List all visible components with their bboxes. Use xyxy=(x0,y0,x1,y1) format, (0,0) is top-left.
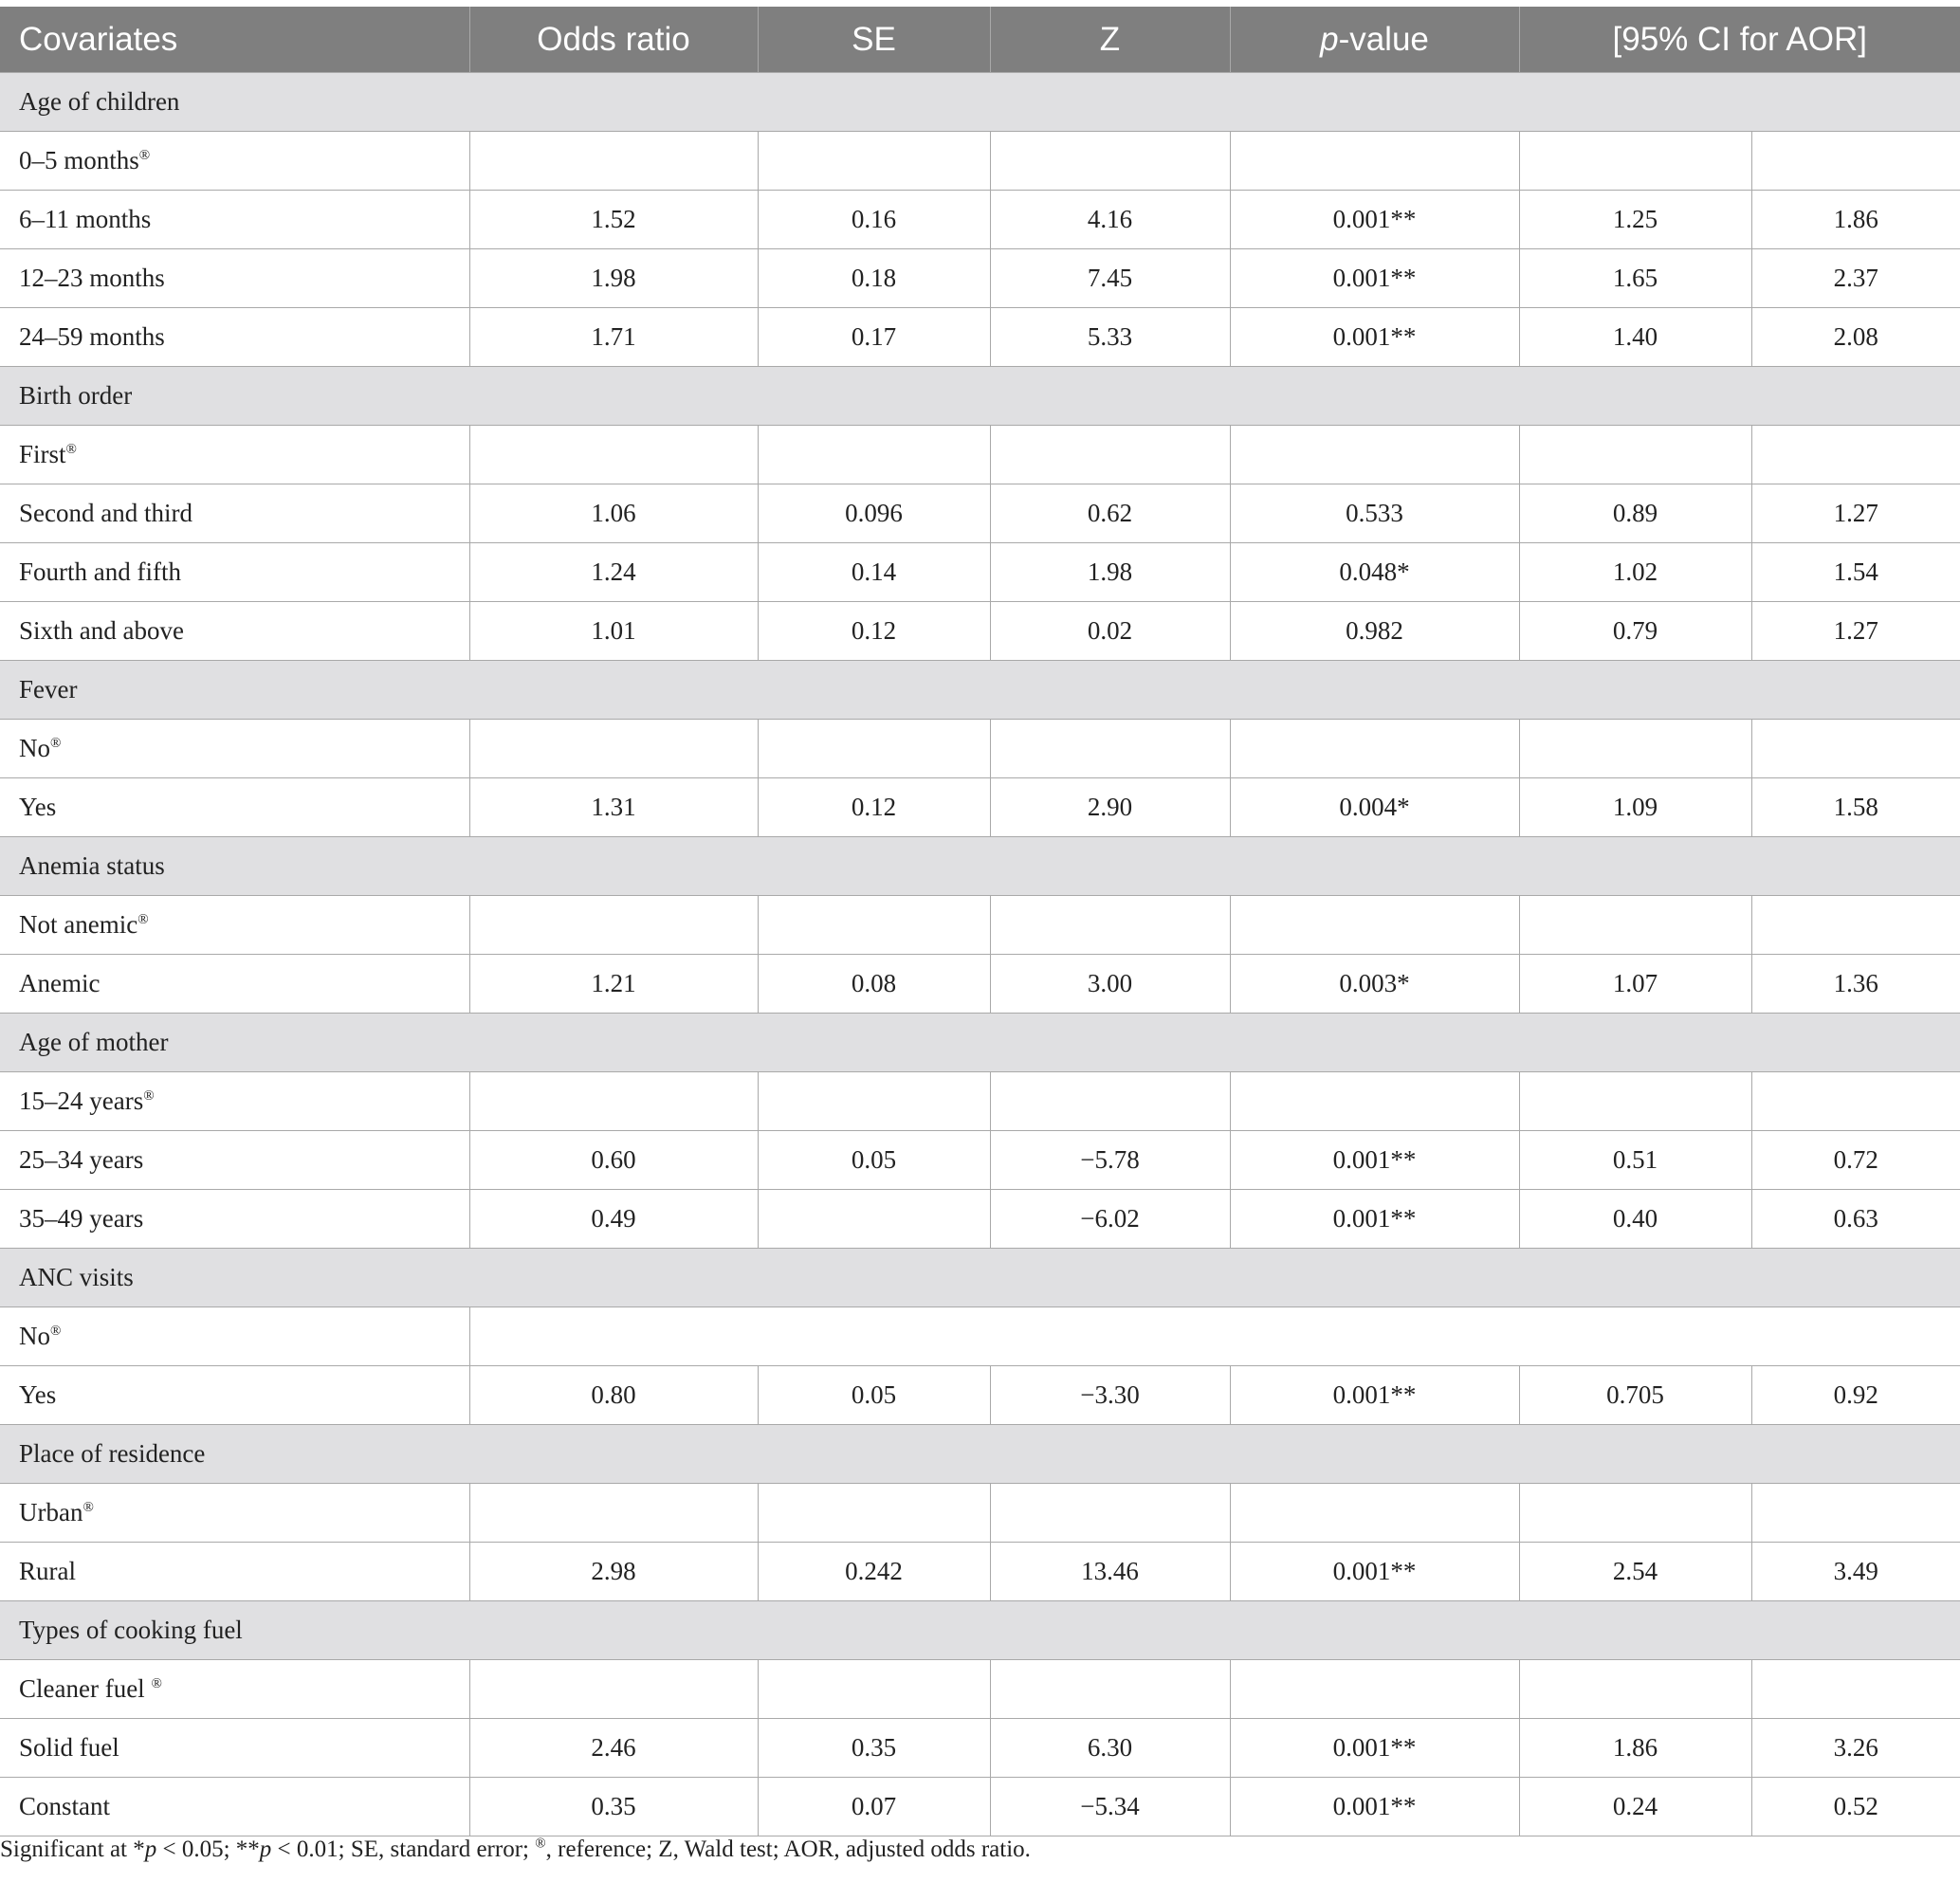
table-row xyxy=(0,132,1960,191)
cell-odds-ratio: 1.06 xyxy=(469,484,758,543)
group-label-text: ANC visits xyxy=(19,1263,134,1291)
cell-odds-ratio: 1.71 xyxy=(469,308,758,367)
empty-cell xyxy=(1230,1072,1519,1131)
cell-z: 4.16 xyxy=(990,191,1230,249)
cell-ci-upper: 1.86 xyxy=(1751,191,1960,249)
group-label xyxy=(0,1601,1960,1660)
cell-p-value: 0.001** xyxy=(1230,249,1519,308)
covariate-label xyxy=(0,896,469,955)
cell-p-value: 0.001** xyxy=(1230,1778,1519,1836)
cell-odds-ratio: 1.52 xyxy=(469,191,758,249)
cell-ci-lower: 0.24 xyxy=(1519,1778,1751,1836)
cell-p-value: 0.001** xyxy=(1230,1719,1519,1778)
cell-odds-ratio: 1.98 xyxy=(469,249,758,308)
header-p-italic: p xyxy=(1320,20,1339,58)
cell-z: 7.45 xyxy=(990,249,1230,308)
table-row xyxy=(0,955,1960,1014)
covariate-label-text: 15–24 years xyxy=(19,1087,144,1115)
cell-ci-upper: 0.72 xyxy=(1751,1131,1960,1190)
reference-mark: ® xyxy=(82,1500,94,1515)
cell-se: 0.35 xyxy=(758,1719,990,1778)
cell-z: −5.34 xyxy=(990,1778,1230,1836)
cell-odds-ratio: 1.01 xyxy=(469,602,758,661)
group-label xyxy=(0,1425,1960,1484)
cell-p-value: 0.001** xyxy=(1230,191,1519,249)
cell-ci-lower: 1.86 xyxy=(1519,1719,1751,1778)
covariate-label-text: 35–49 years xyxy=(19,1204,144,1233)
cell-p-value: 0.001** xyxy=(1230,1543,1519,1601)
empty-cell xyxy=(469,1307,1960,1366)
group-label-text: Age of mother xyxy=(19,1028,169,1056)
cell-z: −6.02 xyxy=(990,1190,1230,1249)
header-odds-ratio: Odds ratio xyxy=(469,7,758,73)
footnote-p: p xyxy=(144,1836,157,1862)
header-p-rest: -value xyxy=(1338,20,1429,58)
empty-cell xyxy=(1230,426,1519,484)
table-row xyxy=(0,1719,1960,1778)
footnote-part: , reference; Z, Wald test; AOR, adjusted odds ratio. xyxy=(545,1836,1031,1862)
cell-odds-ratio: 0.60 xyxy=(469,1131,758,1190)
cell-ci-lower: 0.89 xyxy=(1519,484,1751,543)
empty-cell xyxy=(469,1072,758,1131)
covariate-label xyxy=(0,602,469,661)
covariate-label-text: Second and third xyxy=(19,499,192,527)
cell-z: 1.98 xyxy=(990,543,1230,602)
cell-z: 6.30 xyxy=(990,1719,1230,1778)
empty-cell xyxy=(1519,132,1751,191)
empty-cell xyxy=(1519,720,1751,778)
covariate-label-text: 6–11 months xyxy=(19,205,152,233)
cell-p-value: 0.001** xyxy=(1230,308,1519,367)
cell-z: 0.02 xyxy=(990,602,1230,661)
cell-ci-upper: 1.27 xyxy=(1751,484,1960,543)
cell-se: 0.05 xyxy=(758,1131,990,1190)
cell-ci-lower: 1.40 xyxy=(1519,308,1751,367)
cell-se: 0.12 xyxy=(758,602,990,661)
cell-z: −3.30 xyxy=(990,1366,1230,1425)
group-label xyxy=(0,661,1960,720)
empty-cell xyxy=(1230,132,1519,191)
covariate-label-text: Not anemic xyxy=(19,910,138,939)
reference-mark: ® xyxy=(137,912,149,927)
cell-ci-lower: 1.07 xyxy=(1519,955,1751,1014)
covariate-label-text: Yes xyxy=(19,793,57,821)
group-label-text: Anemia status xyxy=(19,851,165,880)
cell-p-value: 0.004* xyxy=(1230,778,1519,837)
header-covariates: Covariates xyxy=(0,7,469,73)
group-label xyxy=(0,367,1960,426)
empty-cell xyxy=(990,1072,1230,1131)
group-header-row xyxy=(0,1249,1960,1307)
cell-ci-upper: 1.54 xyxy=(1751,543,1960,602)
covariate-label-text: 24–59 months xyxy=(19,322,165,351)
covariate-label xyxy=(0,1190,469,1249)
group-label-text: Types of cooking fuel xyxy=(19,1616,243,1644)
cell-ci-upper: 1.36 xyxy=(1751,955,1960,1014)
covariate-label-text: Yes xyxy=(19,1380,57,1409)
cell-z: −5.78 xyxy=(990,1131,1230,1190)
covariate-label xyxy=(0,1660,469,1719)
cell-p-value: 0.048* xyxy=(1230,543,1519,602)
group-label-text: Fever xyxy=(19,675,78,703)
group-label-text: Age of children xyxy=(19,87,180,116)
cell-se: 0.05 xyxy=(758,1366,990,1425)
covariate-label-text: Rural xyxy=(19,1557,76,1585)
covariate-label-text: 0–5 months xyxy=(19,146,139,174)
cell-odds-ratio: 2.46 xyxy=(469,1719,758,1778)
cell-odds-ratio: 0.35 xyxy=(469,1778,758,1836)
cell-p-value: 0.982 xyxy=(1230,602,1519,661)
empty-cell xyxy=(469,426,758,484)
covariate-label xyxy=(0,1484,469,1543)
covariate-label xyxy=(0,132,469,191)
empty-cell xyxy=(758,426,990,484)
empty-cell xyxy=(1519,426,1751,484)
reference-mark: ® xyxy=(143,1088,155,1104)
table-row xyxy=(0,1307,1960,1366)
empty-cell xyxy=(990,1660,1230,1719)
covariate-label xyxy=(0,1543,469,1601)
covariate-label xyxy=(0,543,469,602)
covariate-label xyxy=(0,1307,469,1366)
cell-odds-ratio: 1.31 xyxy=(469,778,758,837)
footnote-part: Significant at * xyxy=(0,1836,145,1862)
empty-cell xyxy=(758,1484,990,1543)
cell-ci-lower: 0.79 xyxy=(1519,602,1751,661)
group-header-row xyxy=(0,73,1960,132)
covariate-label xyxy=(0,720,469,778)
cell-ci-lower: 0.51 xyxy=(1519,1131,1751,1190)
group-label xyxy=(0,1014,1960,1072)
covariate-label xyxy=(0,1366,469,1425)
empty-cell xyxy=(1751,426,1960,484)
footnote-part: < 0.01; SE, standard error; xyxy=(271,1836,536,1862)
table-body xyxy=(0,73,1960,1836)
covariate-label xyxy=(0,249,469,308)
reference-mark: ® xyxy=(50,736,62,751)
table-row xyxy=(0,484,1960,543)
cell-ci-lower: 1.25 xyxy=(1519,191,1751,249)
cell-se: 0.12 xyxy=(758,778,990,837)
group-header-row xyxy=(0,1425,1960,1484)
empty-cell xyxy=(990,132,1230,191)
empty-cell xyxy=(758,1660,990,1719)
cell-se: 0.17 xyxy=(758,308,990,367)
cell-se: 0.16 xyxy=(758,191,990,249)
cell-ci-upper: 1.58 xyxy=(1751,778,1960,837)
empty-cell xyxy=(1751,1072,1960,1131)
table-row xyxy=(0,1366,1960,1425)
covariate-label-text: Constant xyxy=(19,1792,111,1820)
group-label-text: Birth order xyxy=(19,381,133,410)
cell-se: 0.18 xyxy=(758,249,990,308)
cell-z: 2.90 xyxy=(990,778,1230,837)
covariate-label-text: Anemic xyxy=(19,969,101,997)
header-ci: [95% CI for AOR] xyxy=(1519,7,1960,73)
covariate-label-text: No xyxy=(19,1322,50,1350)
group-header-row xyxy=(0,837,1960,896)
empty-cell xyxy=(1751,132,1960,191)
cell-odds-ratio: 2.98 xyxy=(469,1543,758,1601)
group-label xyxy=(0,837,1960,896)
footnote-part: < 0.05; ** xyxy=(156,1836,260,1862)
table-row xyxy=(0,1484,1960,1543)
cell-ci-upper: 1.27 xyxy=(1751,602,1960,661)
covariate-label xyxy=(0,955,469,1014)
table-row xyxy=(0,720,1960,778)
table-header xyxy=(0,7,1960,73)
group-header-row xyxy=(0,661,1960,720)
empty-cell xyxy=(758,132,990,191)
covariate-label xyxy=(0,778,469,837)
table-row xyxy=(0,1543,1960,1601)
cell-ci-upper: 3.49 xyxy=(1751,1543,1960,1601)
cell-se: 0.242 xyxy=(758,1543,990,1601)
empty-cell xyxy=(469,1660,758,1719)
table-row xyxy=(0,249,1960,308)
empty-cell xyxy=(758,896,990,955)
group-label xyxy=(0,1249,1960,1307)
empty-cell xyxy=(469,1484,758,1543)
covariate-label xyxy=(0,191,469,249)
cell-ci-lower: 1.09 xyxy=(1519,778,1751,837)
covariate-label xyxy=(0,308,469,367)
cell-ci-lower: 0.40 xyxy=(1519,1190,1751,1249)
cell-p-value: 0.001** xyxy=(1230,1366,1519,1425)
cell-ci-lower: 1.02 xyxy=(1519,543,1751,602)
empty-cell xyxy=(1230,1484,1519,1543)
table-row xyxy=(0,602,1960,661)
cell-p-value: 0.001** xyxy=(1230,1131,1519,1190)
cell-odds-ratio: 1.24 xyxy=(469,543,758,602)
covariate-label-text: First xyxy=(19,440,66,468)
empty-cell xyxy=(1519,1072,1751,1131)
empty-cell xyxy=(758,1072,990,1131)
empty-cell xyxy=(1751,1660,1960,1719)
cell-ci-upper: 2.08 xyxy=(1751,308,1960,367)
group-header-row xyxy=(0,367,1960,426)
covariate-label-text: 12–23 months xyxy=(19,264,165,292)
regression-table xyxy=(0,7,1960,1836)
footnote-p: p xyxy=(259,1836,272,1862)
header-row xyxy=(0,7,1960,73)
empty-cell xyxy=(1751,1484,1960,1543)
cell-se: 0.07 xyxy=(758,1778,990,1836)
empty-cell xyxy=(469,896,758,955)
covariate-label-text: Sixth and above xyxy=(19,616,184,645)
empty-cell xyxy=(990,720,1230,778)
cell-p-value: 0.001** xyxy=(1230,1190,1519,1249)
covariate-label xyxy=(0,484,469,543)
covariate-label-text: Urban xyxy=(19,1498,83,1526)
cell-ci-lower: 0.705 xyxy=(1519,1366,1751,1425)
cell-ci-upper: 0.63 xyxy=(1751,1190,1960,1249)
covariate-label-text: Solid fuel xyxy=(19,1733,119,1762)
header-z: Z xyxy=(990,7,1230,73)
table-row xyxy=(0,1660,1960,1719)
group-header-row xyxy=(0,1601,1960,1660)
reference-mark: ® xyxy=(535,1836,546,1852)
table-row xyxy=(0,778,1960,837)
reference-mark: ® xyxy=(151,1676,162,1691)
empty-cell xyxy=(758,720,990,778)
table-row xyxy=(0,1131,1960,1190)
table-row xyxy=(0,308,1960,367)
covariate-label-text: No xyxy=(19,734,50,762)
cell-ci-upper: 0.92 xyxy=(1751,1366,1960,1425)
cell-ci-lower: 1.65 xyxy=(1519,249,1751,308)
empty-cell xyxy=(990,426,1230,484)
cell-se: 0.096 xyxy=(758,484,990,543)
table-row xyxy=(0,426,1960,484)
group-header-row xyxy=(0,1014,1960,1072)
covariate-label xyxy=(0,1131,469,1190)
empty-cell xyxy=(1751,896,1960,955)
cell-se xyxy=(758,1190,990,1249)
table-row xyxy=(0,1778,1960,1836)
cell-ci-upper: 3.26 xyxy=(1751,1719,1960,1778)
empty-cell xyxy=(1519,1484,1751,1543)
empty-cell xyxy=(990,1484,1230,1543)
table-row xyxy=(0,191,1960,249)
empty-cell xyxy=(1519,896,1751,955)
cell-se: 0.14 xyxy=(758,543,990,602)
empty-cell xyxy=(1230,1660,1519,1719)
cell-z: 13.46 xyxy=(990,1543,1230,1601)
empty-cell xyxy=(1230,896,1519,955)
cell-ci-upper: 0.52 xyxy=(1751,1778,1960,1836)
empty-cell xyxy=(1230,720,1519,778)
cell-p-value: 0.003* xyxy=(1230,955,1519,1014)
covariate-label xyxy=(0,1719,469,1778)
table-row xyxy=(0,1190,1960,1249)
empty-cell xyxy=(990,896,1230,955)
table-row xyxy=(0,1072,1960,1131)
cell-odds-ratio: 0.49 xyxy=(469,1190,758,1249)
covariate-label xyxy=(0,426,469,484)
cell-se: 0.08 xyxy=(758,955,990,1014)
group-label xyxy=(0,73,1960,132)
covariate-label-text: 25–34 years xyxy=(19,1145,144,1174)
cell-p-value: 0.533 xyxy=(1230,484,1519,543)
empty-cell xyxy=(469,132,758,191)
cell-ci-lower: 2.54 xyxy=(1519,1543,1751,1601)
table-row xyxy=(0,896,1960,955)
covariate-label xyxy=(0,1072,469,1131)
cell-z: 0.62 xyxy=(990,484,1230,543)
empty-cell xyxy=(469,720,758,778)
covariate-label xyxy=(0,1778,469,1836)
cell-odds-ratio: 0.80 xyxy=(469,1366,758,1425)
footnote xyxy=(0,1836,1031,1863)
header-se: SE xyxy=(758,7,990,73)
cell-z: 3.00 xyxy=(990,955,1230,1014)
reference-mark: ® xyxy=(65,442,77,457)
empty-cell xyxy=(1519,1660,1751,1719)
reference-mark: ® xyxy=(138,148,151,163)
header-p-value xyxy=(1230,7,1519,73)
cell-ci-upper: 2.37 xyxy=(1751,249,1960,308)
covariate-label-text: Cleaner fuel xyxy=(19,1674,152,1703)
cell-odds-ratio: 1.21 xyxy=(469,955,758,1014)
group-label-text: Place of residence xyxy=(19,1439,206,1468)
cell-z: 5.33 xyxy=(990,308,1230,367)
empty-cell xyxy=(1751,720,1960,778)
reference-mark: ® xyxy=(50,1324,62,1339)
table-row xyxy=(0,543,1960,602)
covariate-label-text: Fourth and fifth xyxy=(19,557,181,586)
